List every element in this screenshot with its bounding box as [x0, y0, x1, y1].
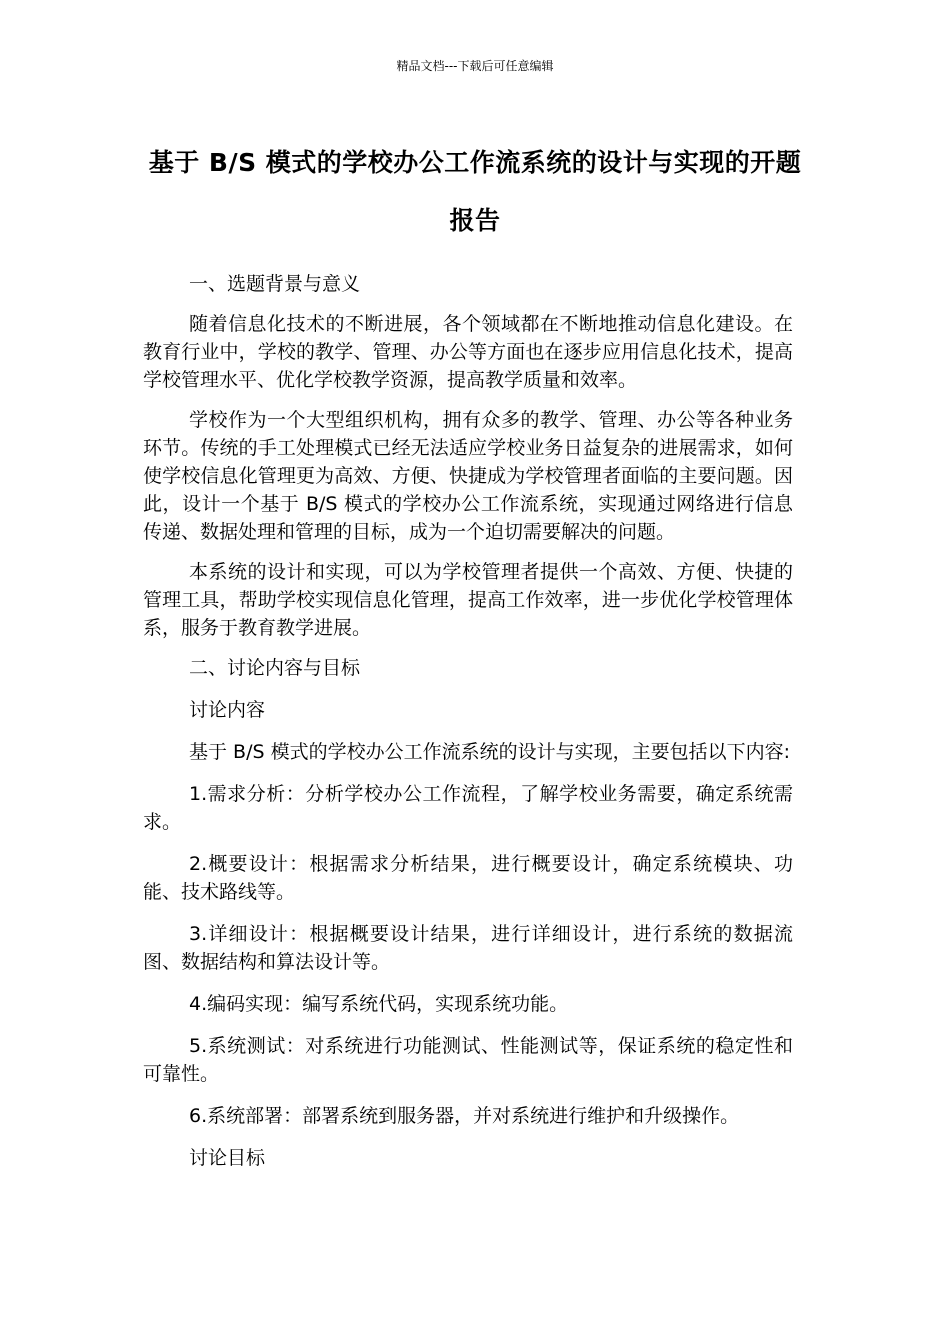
subheading-research-content: 讨论内容 — [189, 699, 266, 721]
list-item: 2.概要设计：根据需求分析结果，进行概要设计，确定系统模块、功能、技术路线等。 — [143, 853, 793, 903]
document-body — [143, 270, 793, 1172]
paragraph-background-1: 随着信息化技术的不断进展，各个领域都在不断地推动信息化建设。在教育行业中，学校的教学、管理、办公等方面也在逐步应用信息化技术，提高学校管理水平、优化学校教学资源，提高教学质量和效率。 — [143, 313, 793, 391]
subheading-research-goal: 讨论目标 — [189, 1147, 266, 1169]
list-item: 5.系统测试：对系统进行功能测试、性能测试等，保证系统的稳定性和可靠性。 — [143, 1035, 793, 1085]
list-item: 6.系统部署：部署系统到服务器，并对系统进行维护和升级操作。 — [189, 1105, 740, 1127]
header-note: 精品文档---下载后可任意编辑 — [396, 59, 554, 73]
paragraph-research-intro: 基于 B/S 模式的学校办公工作流系统的设计与实现，主要包括以下内容: — [189, 741, 790, 763]
list-item: 4.编码实现：编写系统代码，实现系统功能。 — [189, 993, 569, 1015]
paragraph-background-3: 本系统的设计和实现，可以为学校管理者提供一个高效、方便、快捷的管理工具，帮助学校实现信息化管理，提高工作效率，进一步优化学校管理体系，服务于教育教学进展。 — [143, 561, 793, 639]
paragraph-background-2: 学校作为一个大型组织机构，拥有众多的教学、管理、办公等各种业务环节。传统的手工处理模式已经无法适应学校业务日益复杂的进展需求，如何使学校信息化管理更为高效、方便、快捷成为学校管理者面临的主要问题。因此，设计一个基于 B/S 模式的学校办公工作流系统，实现通过网络进行信息传递、数据处理和管理的目标，成为一个迫切需要解决的问题。 — [143, 409, 793, 543]
section-heading-research: 二、讨论内容与目标 — [189, 657, 361, 679]
section-heading-background: 一、选题背景与意义 — [189, 273, 361, 295]
list-item: 1.需求分析：分析学校办公工作流程，了解学校业务需要，确定系统需求。 — [143, 783, 793, 833]
list-item: 3.详细设计：根据概要设计结果，进行详细设计，进行系统的数据流图、数据结构和算法设计等。 — [143, 923, 793, 973]
document-title: 基于 B/S 模式的学校办公工作流系统的设计与实现的开题报告 — [148, 148, 802, 235]
